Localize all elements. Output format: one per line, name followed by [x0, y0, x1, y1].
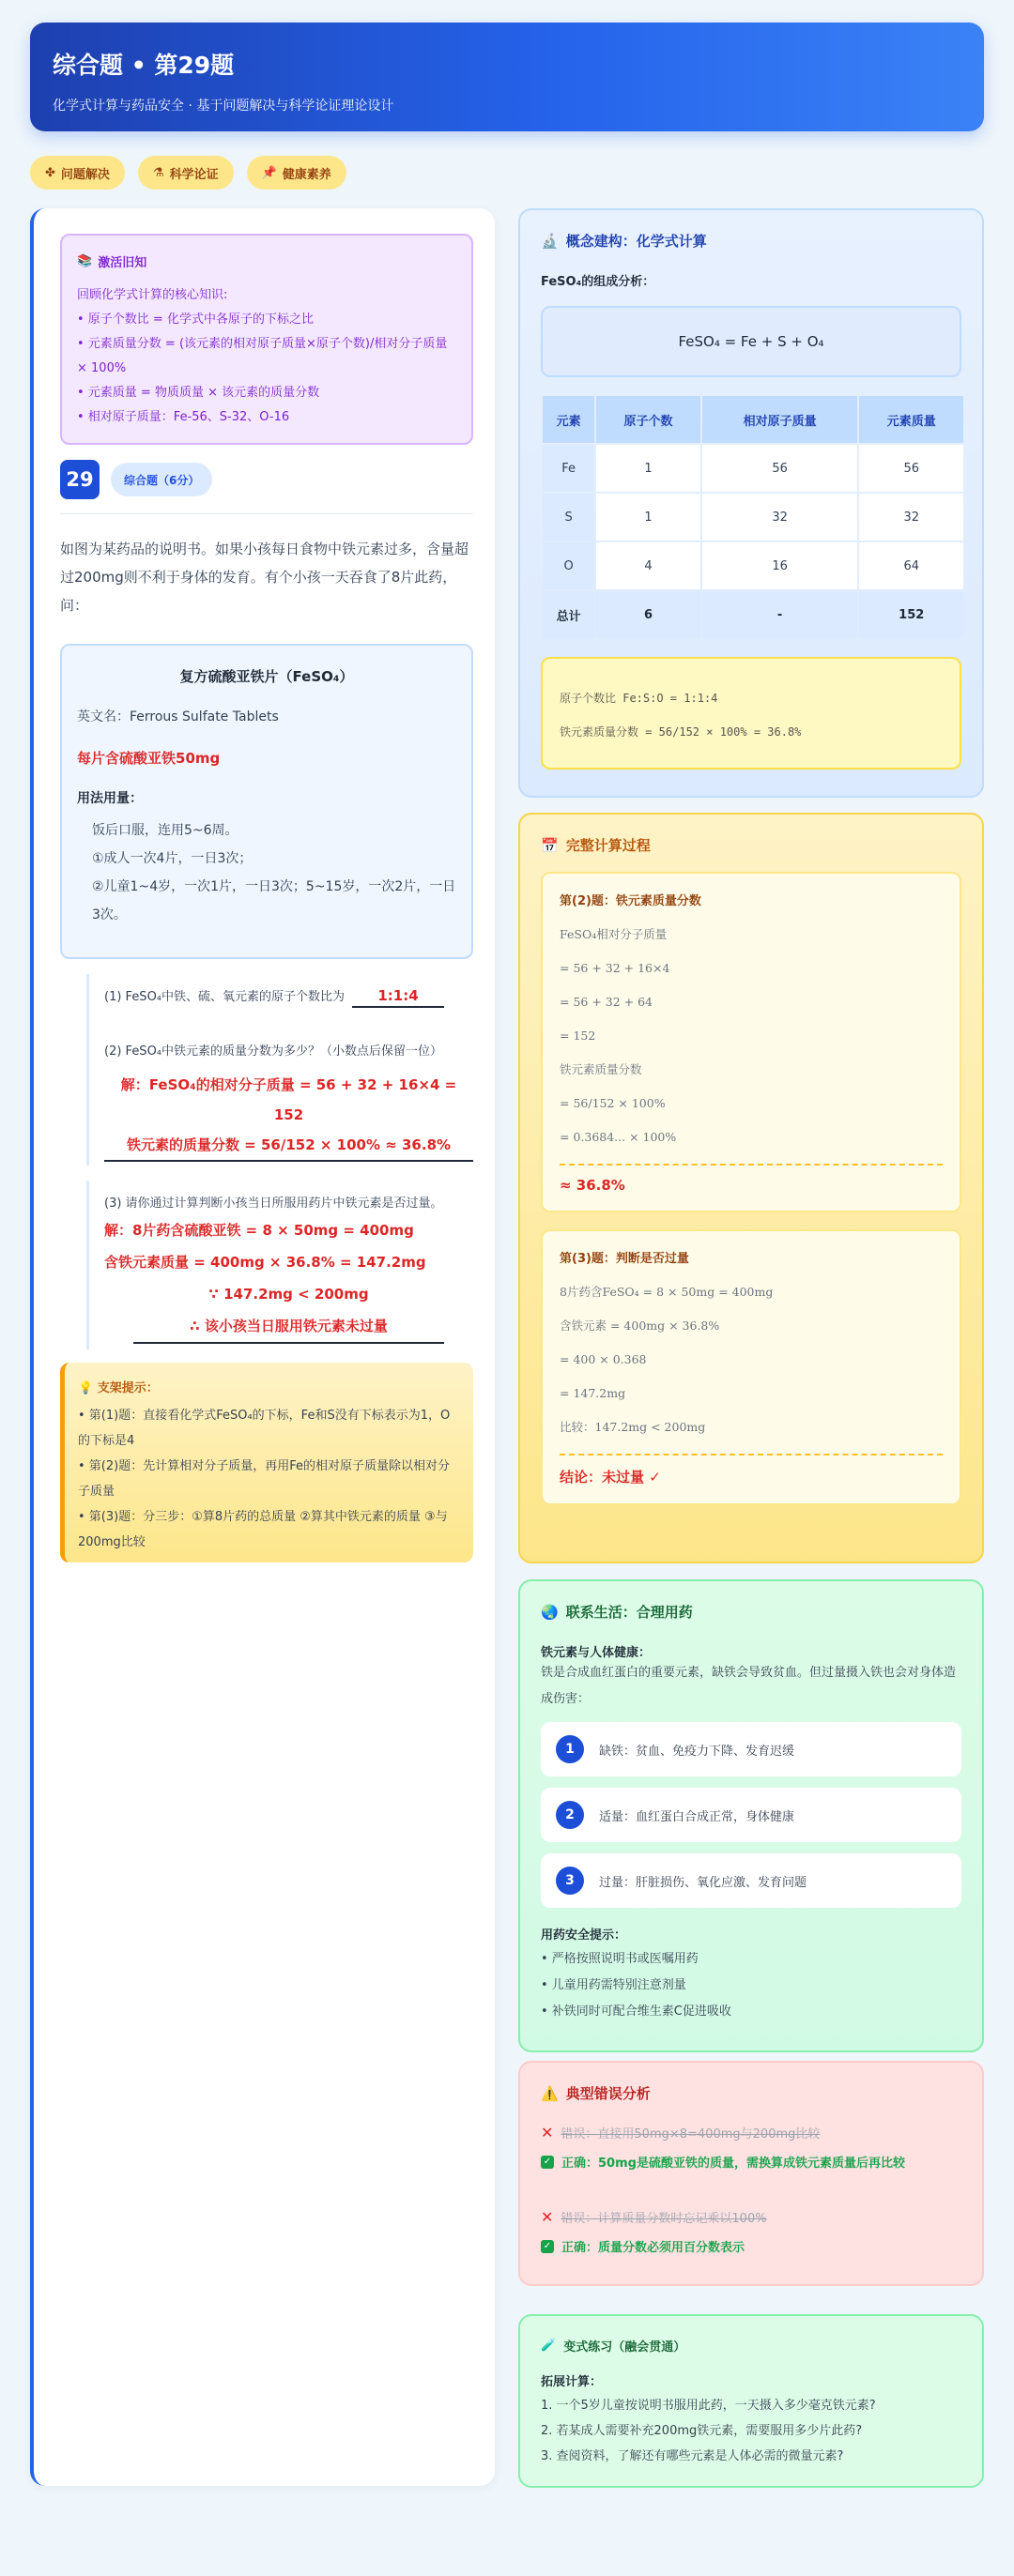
warning-icon: ⚠️ [541, 2084, 559, 2102]
concept-note: 原子个数比 Fe:S:O = 1:1:4 [560, 692, 718, 705]
activate-line: • 元素质量 = 物质质量 × 该元素的质量分数 [77, 386, 320, 400]
step-line: 8片药含FeSO₄ = 8 × 50mg = 400mg [560, 1285, 774, 1299]
level-item [541, 1788, 961, 1842]
tag-label: 科学论证 [169, 167, 219, 182]
books-icon: 📚 [77, 254, 93, 268]
question-stem: 如图为某药品的说明书。如果小孩每日食物中铁元素过多，含量超过200mg则不利于身体的发育。有个小孩一天吞食了8片此药，问： [60, 541, 469, 614]
step-title: 第(3)题：判断是否过量 [560, 1252, 689, 1266]
divider [60, 513, 473, 514]
table-row [543, 445, 963, 492]
step-line: = 147.2mg [560, 1386, 626, 1400]
answer-line: 152 [273, 1106, 304, 1123]
table-cell: O [543, 542, 594, 589]
calc-title: 完整计算过程 [565, 837, 651, 854]
table-cell: 56 [702, 445, 858, 492]
step-result: ≈ 36.8% [560, 1177, 625, 1194]
step-line: = 56 + 32 + 64 [560, 995, 653, 1009]
table-cell: 32 [859, 494, 963, 541]
activate-knowledge-box [60, 234, 473, 445]
safety-tip: • 严格按照说明书或医嘱用药 [541, 1952, 699, 1966]
sub-question-text: (3) 请你通过计算判断小孩当日所服用药片中铁元素是否过量。 [104, 1197, 443, 1211]
check-icon: ✓ [541, 2156, 554, 2169]
medicine-content: 每片含硫酸亚铁50mg [77, 750, 221, 767]
tag-list [30, 156, 346, 190]
right-statement: 正确：质量分数必须用百分数表示 [561, 2241, 745, 2255]
life-connection-card [518, 1579, 984, 2052]
tag-health-literacy[interactable] [247, 156, 346, 190]
life-paragraph: 铁是合成血红蛋白的重要元素，缺铁会导致贫血。但过量摄入铁也会对身体造成伤害： [541, 1666, 957, 1706]
sub-question-text: (2) FeSO₄中铁元素的质量分数为多少？（小数点后保留一位） [104, 1044, 443, 1059]
activate-title: 激活旧知 [98, 256, 147, 270]
error-analysis-card [518, 2061, 984, 2286]
sub-question-2 [86, 1029, 473, 1166]
concept-subtitle: FeSO₄的组成分析： [541, 275, 655, 289]
extension-item: 3. 查阅资料，了解还有哪些元素是人体必需的微量元素? [541, 2449, 844, 2463]
answer-line: 解：8片药含硫酸亚铁 = 8 × 50mg = 400mg [104, 1222, 414, 1239]
level-text: 过量：肝脏损伤、氧化应激、发育问题 [599, 1875, 807, 1890]
concept-title: 概念建构：化学式计算 [565, 233, 707, 250]
answer-line: 解：FeSO₄的相对分子质量 = 56 + 32 + 16×4 = [120, 1076, 457, 1093]
tip-line: • 第(3)题：分三步：①算8片药的总质量 ②算其中铁元素的质量 ③与200mg比较 [78, 1510, 448, 1549]
extension-item: 1. 一个5岁儿童按说明书服用此药，一天摄入多少毫克铁元素? [541, 2399, 876, 2413]
table-cell: 16 [702, 542, 858, 589]
sub-question-text: (1) FeSO₄中铁、硫、氧元素的原子个数比为 [104, 990, 346, 1004]
table-cell: 总计 [543, 591, 594, 638]
step-line: 比较：147.2mg < 200mg [560, 1420, 706, 1434]
step-line: 铁元素质量分数 [560, 1062, 642, 1076]
pin-icon: 📌 [261, 165, 277, 180]
tag-problem-solving[interactable] [30, 156, 125, 190]
step-title: 第(2)题：铁元素质量分数 [560, 894, 701, 908]
concept-note: 铁元素质量分数 = 56/152 × 100% = 36.8% [560, 725, 802, 739]
sub-question-3 [86, 1181, 473, 1349]
safety-tip: • 儿童用药需特别注意剂量 [541, 1978, 686, 1992]
calculation-card [518, 813, 984, 1563]
table-cell: 56 [859, 445, 963, 492]
microscope-icon: 🔬 [541, 232, 559, 250]
step-line: = 56/152 × 100% [560, 1096, 666, 1110]
medicine-title: 复方硫酸亚铁片（FeSO₄） [179, 668, 354, 685]
step-line: = 400 × 0.368 [560, 1352, 647, 1366]
page-header [30, 23, 984, 131]
check-icon: ✓ [541, 2240, 554, 2253]
extension-title: 变式练习（融会贯通） [563, 2340, 686, 2355]
activate-line: • 相对原子质量：Fe-56、S-32、O-16 [77, 410, 290, 424]
test-tube-icon: 🧪 [541, 2339, 557, 2353]
errors-title: 典型错误分析 [565, 2085, 651, 2102]
extension-heading: 拓展计算： [541, 2375, 603, 2389]
tag-scientific-argument[interactable] [138, 156, 234, 190]
usage-line: 饭后口服，连用5~6周。 [92, 823, 238, 838]
extension-practice-card [518, 2314, 984, 2488]
wrong-statement: 错误：直接用50mg×8=400mg与200mg比较 [561, 2127, 821, 2142]
activate-line: 回顾化学式计算的核心知识: [77, 288, 228, 302]
cross-icon: ✕ [541, 2124, 554, 2142]
level-number: 3 [556, 1867, 584, 1895]
table-row [543, 494, 963, 541]
step-line: = 152 [560, 1029, 596, 1043]
question-panel [30, 208, 495, 2486]
step-line: FeSO₄相对分子质量 [560, 927, 668, 941]
usage-line: ①成人一次4片，一日3次； [92, 851, 253, 866]
puzzle-icon: ✤ [45, 165, 55, 180]
usage-label: 用法用量： [77, 791, 143, 806]
lightbulb-icon: 💡 [78, 1381, 94, 1395]
usage-line: ②儿童1~4岁，一次1片，一日3次；5~15岁，一次2片，一日3次。 [92, 879, 456, 922]
composition-table [541, 394, 965, 640]
table-header: 相对原子质量 [702, 396, 858, 443]
concept-notes [541, 657, 961, 770]
dashed-divider [560, 1454, 943, 1456]
wrong-statement: 错误：计算质量分数时忘记乘以100% [561, 2212, 767, 2226]
flask-icon: ⚗ [152, 165, 164, 180]
table-cell: 32 [702, 494, 858, 541]
page-title: 综合题 • 第29题 [53, 52, 235, 79]
question-header [60, 460, 212, 499]
question-type-badge: 综合题（6分） [111, 463, 212, 496]
calc-step-2 [541, 872, 961, 1212]
scaffold-tip-box [60, 1363, 473, 1562]
step-line: = 56 + 32 + 16×4 [560, 961, 670, 975]
activate-line: • 原子个数比 = 化学式中各原子的下标之比 [77, 312, 314, 327]
right-statement: 正确：50mg是硫酸亚铁的质量，需换算成铁元素质量后再比较 [561, 2157, 905, 2171]
tip-line: • 第(2)题：先计算相对分子质量，再用Fe的相对原子质量除以相对分子质量 [78, 1459, 450, 1499]
extension-item: 2. 若某成人需要补充200mg铁元素，需要服用多少片此药? [541, 2424, 863, 2438]
globe-icon: 🌏 [541, 1603, 559, 1621]
level-text: 缺铁：贫血、免疫力下降、发育迟缓 [599, 1744, 795, 1759]
answer-line: 铁元素的质量分数 = 56/152 × 100% ≈ 36.8% [104, 1130, 473, 1162]
table-cell: S [543, 494, 594, 541]
table-cell: Fe [543, 445, 594, 492]
medicine-leaflet [60, 644, 473, 959]
level-item [541, 1722, 961, 1776]
dashed-divider [560, 1164, 943, 1166]
tip-line: • 第(1)题：直接看化学式FeSO₄的下标，Fe和S没有下标表示为1，O的下标是4 [78, 1409, 451, 1448]
cross-icon: ✕ [541, 2208, 554, 2226]
tip-title: 支架提示： [97, 1381, 159, 1395]
concept-card [518, 208, 984, 798]
sub-question-1 [86, 974, 473, 1032]
tag-label: 问题解决 [60, 167, 110, 182]
formula-box: FeSO₄ = Fe + S + O₄ [541, 306, 961, 377]
table-cell: 1 [596, 494, 700, 541]
table-header: 元素质量 [859, 396, 963, 443]
table-cell: - [702, 591, 858, 638]
safety-tip: • 补铁同时可配合维生素C促进吸收 [541, 2004, 731, 2019]
table-cell: 1 [596, 445, 700, 492]
calc-step-3 [541, 1229, 961, 1505]
medicine-english-name: 英文名：Ferrous Sulfate Tablets [77, 709, 279, 724]
page-subtitle: 化学式计算与药品安全 · 基于问题解决与科学论证理论设计 [53, 99, 394, 114]
step-line: 含铁元素 = 400mg × 36.8% [560, 1318, 720, 1333]
table-cell: 152 [859, 591, 963, 638]
step-result: 结论：未过量 ✓ [560, 1469, 661, 1486]
answer-line: 含铁元素质量 = 400mg × 36.8% = 147.2mg [104, 1254, 426, 1271]
level-item [541, 1853, 961, 1908]
calendar-icon: 📅 [541, 836, 559, 854]
table-total-row [543, 591, 963, 638]
answer-blank: 1:1:4 [352, 987, 444, 1008]
life-heading: 用药安全提示： [541, 1928, 627, 1943]
level-number: 2 [556, 1801, 584, 1829]
table-header: 原子个数 [596, 396, 700, 443]
step-line: = 0.3684... × 100% [560, 1130, 677, 1144]
life-heading: 铁元素与人体健康： [541, 1646, 652, 1660]
answer-line: ∵ 147.2mg < 200mg [208, 1286, 369, 1303]
table-cell: 6 [596, 591, 700, 638]
tag-label: 健康素养 [282, 167, 331, 182]
table-cell: 64 [859, 542, 963, 589]
table-cell: 4 [596, 542, 700, 589]
question-number: 29 [60, 460, 100, 499]
level-number: 1 [556, 1735, 584, 1763]
table-row [543, 542, 963, 589]
level-text: 适量：血红蛋白合成正常，身体健康 [599, 1809, 795, 1824]
table-header: 元素 [543, 396, 594, 443]
activate-line: • 元素质量分数 = (该元素的相对原子质量×原子个数)/相对分子质量 × 100% [77, 337, 448, 375]
answer-conclusion: ∴ 该小孩当日服用铁元素未过量 [133, 1310, 444, 1344]
life-title: 联系生活：合理用药 [565, 1604, 693, 1621]
